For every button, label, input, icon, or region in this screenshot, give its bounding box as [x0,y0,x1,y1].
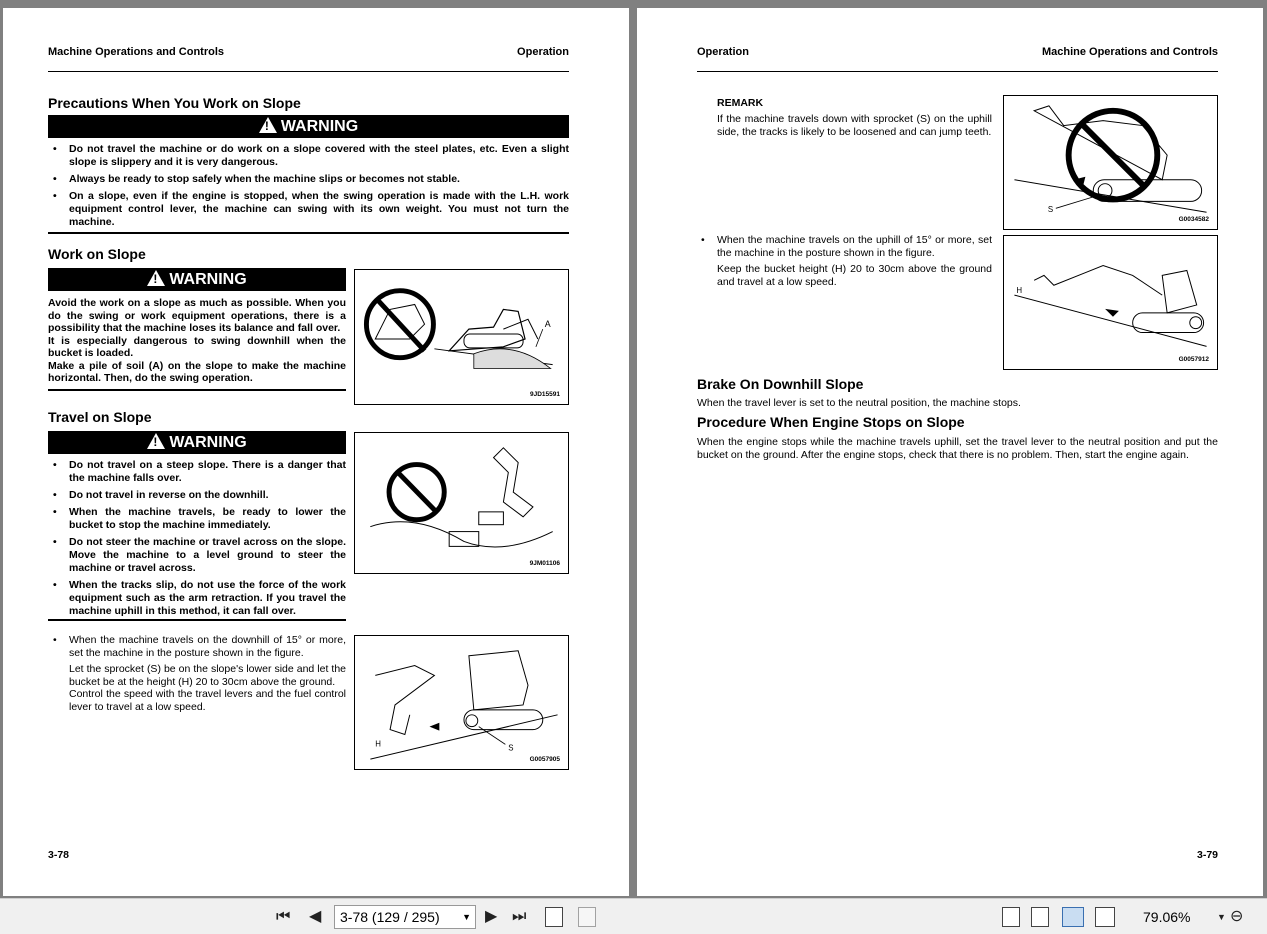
list-item: • When the machine travels, be ready to lower the bucket to stop the machine immediately. [48,506,346,532]
list-item: • Do not travel in reverse on the downhill. [48,489,346,502]
remark-title: REMARK [717,97,764,109]
list-item: • When the machine travels on the uphill of 15° or more, set the machine in the posture shown in the figure. [696,234,992,259]
zoom-dropdown-icon[interactable]: ▼ [1217,912,1226,922]
figure-code: 9JM01106 [529,560,560,567]
warning-label: WARNING [169,271,247,288]
figure-label-s: S [508,743,514,753]
running-header [48,46,569,72]
warning-banner [48,115,569,138]
continuous-facing-view-icon[interactable] [1095,907,1115,927]
page-number: 3-78 [48,849,70,861]
warning-icon [259,117,277,133]
precautions-list [48,143,569,233]
figure-sprocket-uphill [1003,95,1218,230]
excavator-uphill-illustration [1004,236,1217,369]
page-number-value: 3-78 (129 / 295) [340,909,440,925]
divider [48,389,346,391]
header-left: Operation [697,46,749,58]
list-item: • When the tracks slip, do not use the force of the work equipment such as the arm retraction. If you travel the machine uphill in this method, it can fall over. [48,579,346,618]
excavator-travel-illustration [355,433,568,573]
list-item: • Do not steer the machine or travel across on the slope. Move the machine to a level ground to steer the machine or travel across. [48,536,346,575]
excavator-slope-illustration [355,270,568,404]
first-page-button[interactable]: ⏮ [276,908,291,925]
warning-label: WARNING [169,434,247,451]
warning-banner [48,268,346,291]
downhill-paragraph-1: Let the sprocket (S) be on the slope's lower side and let the bucket be at the height (H) 20 to 30cm above the ground. [69,663,346,688]
chevron-down-icon[interactable]: ▼ [462,912,471,922]
figure-code: 9JD15591 [530,391,560,398]
figure-code: G0057905 [529,756,560,763]
header-right: Operation [517,46,569,58]
list-item: • On a slope, even if the engine is stopped, when the swing operation is made with the L.H. work equipment control lever, the machine can swing with its own weight. You must not turn the machine. [48,190,569,229]
previous-page-button[interactable]: ◀ [309,908,322,925]
work-on-slope-text: Avoid the work on a slope as much as possible. When you do the swing or work equipment operations, there is a possibility that the machine loses its balance and fall over. It is especially dangerous to swing downhill when the bucket is loaded. Make a pile of soil (A) on the slope to make the machine horizontal. Then, do the swing operation. [48,297,346,384]
excavator-downhill-illustration [355,636,568,769]
list-item: • Always be ready to stop safely when the machine slips or becomes not stable. [48,173,569,186]
last-page-button[interactable]: ⏭ [512,908,527,925]
figure-label-s: S [1047,205,1054,215]
figure-travel-on-slope [354,432,569,574]
section-title-engine-stops: Procedure When Engine Stops on Slope [697,414,965,430]
downhill-instructions [48,634,346,713]
figure-label-a: A [544,319,551,330]
section-title-precautions: Precautions When You Work on Slope [48,95,301,111]
page-number-field[interactable] [334,905,476,929]
section-title-travel-on-slope: Travel on Slope [48,409,152,425]
figure-uphill-posture [1003,235,1218,370]
go-forward-view-icon[interactable] [578,907,596,927]
figure-work-on-slope [354,269,569,405]
travel-on-slope-list [48,459,346,622]
facing-pages-view-icon[interactable] [1062,907,1084,927]
continuous-view-icon[interactable] [1031,907,1049,927]
page-number: 3-79 [1197,849,1219,861]
figure-label-h: H [375,739,381,749]
list-item: • When the machine travels on the downhill of 15° or more, set the machine in the posture shown in the figure. [48,634,346,659]
figure-downhill-posture [354,635,569,770]
warning-label: WARNING [280,118,359,135]
warning-banner [48,431,346,454]
brake-text: When the travel lever is set to the neutral position, the machine stops. [697,397,1021,409]
go-back-view-icon[interactable] [545,907,563,927]
list-item: • Do not travel the machine or do work on a slope covered with the steel plates, etc. Even a slight slope is slippery and it is very dangerous. [48,143,569,169]
running-header [697,46,1218,72]
warning-icon [147,270,165,286]
uphill-instructions [696,234,992,288]
figure-code: G0034582 [1178,216,1209,223]
header-right: Machine Operations and Controls [1041,46,1218,58]
remark-text: If the machine travels down with sprocket (S) on the uphill side, the tracks is likely to be loosened and can jump teeth. [717,113,992,138]
warning-icon [147,433,165,449]
list-item: • Do not travel on a steep slope. There is a danger that the machine falls over. [48,459,346,485]
zoom-level[interactable]: 79.06% [1143,909,1191,925]
page-left [3,8,629,896]
figure-label-h: H [1016,286,1023,296]
section-title-brake: Brake On Downhill Slope [697,376,864,392]
downhill-paragraph-2: Control the speed with the travel levers and the fuel control lever to travel at a low speed. [69,688,346,713]
navigation-toolbar [0,898,1267,934]
section-title-work-on-slope: Work on Slope [48,246,146,262]
uphill-paragraph-1: Keep the bucket height (H) 20 to 30cm above the ground and travel at a low speed. [717,263,992,288]
zoom-out-button[interactable]: ⊖ [1230,908,1244,925]
procedure-text: When the engine stops while the machine travels uphill, set the travel lever to the neutral position and put the bucket on the ground. After the engine stops, check that there is no problem. Then, start the engine again. [697,436,1218,461]
divider [48,619,346,621]
divider [48,232,569,234]
header-left: Machine Operations and Controls [48,46,225,58]
excavator-wrong-posture-illustration [1004,96,1217,229]
page-right [637,8,1263,896]
figure-code: G0057912 [1178,356,1209,363]
next-page-button[interactable]: ▶ [485,908,498,925]
single-page-view-icon[interactable] [1002,907,1020,927]
